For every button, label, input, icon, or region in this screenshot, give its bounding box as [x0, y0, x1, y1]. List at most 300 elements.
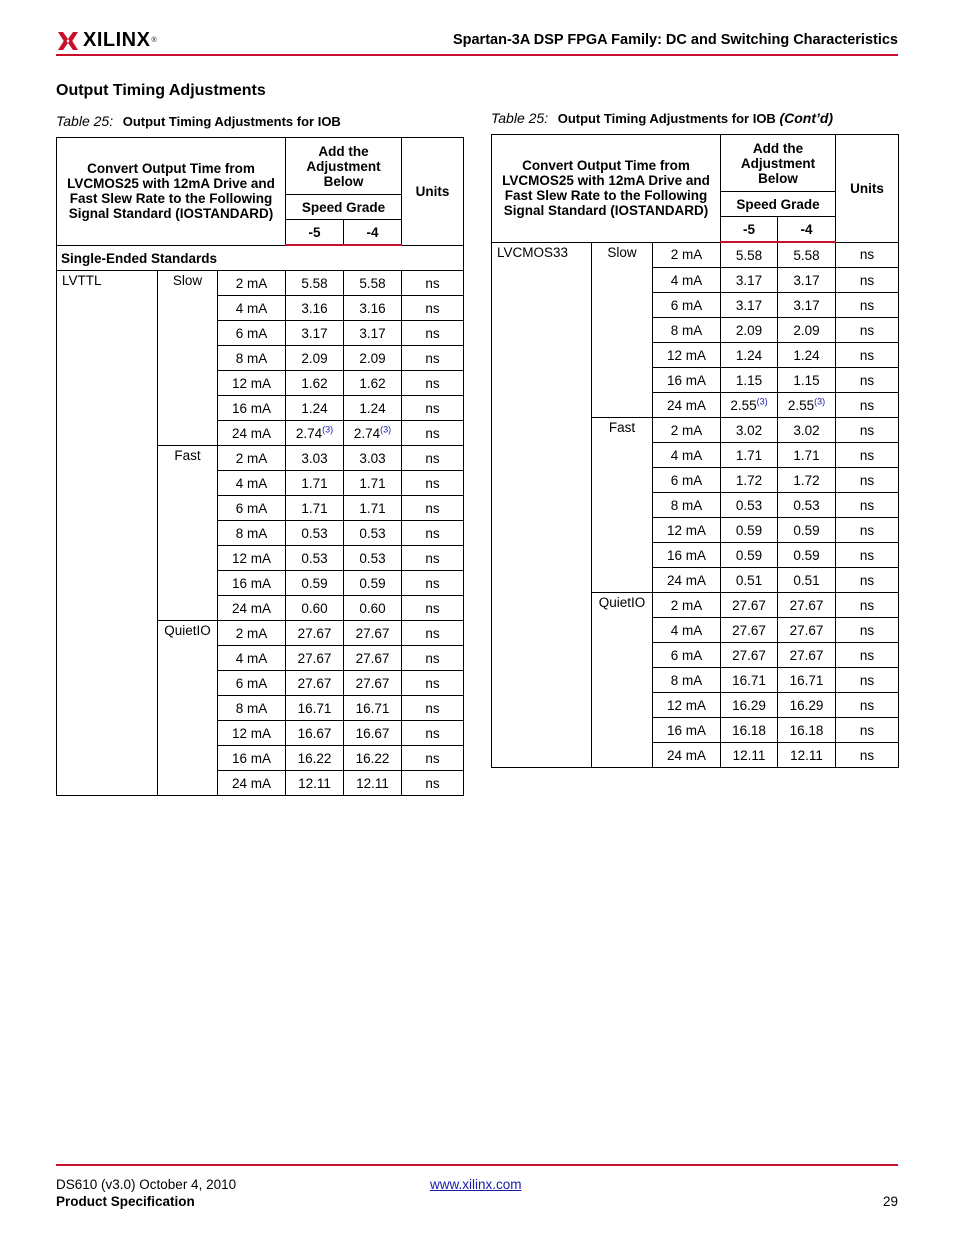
- grade-4-value: [344, 721, 402, 746]
- grade-4-value: [344, 596, 402, 621]
- unit-value-text: ns: [859, 597, 875, 613]
- unit-value-text: ns: [859, 722, 875, 738]
- unit-value-text: ns: [425, 450, 440, 466]
- drive-strength: [218, 321, 286, 346]
- grade-4-value: [344, 671, 402, 696]
- grade-5-value: [721, 242, 778, 268]
- grade-4-value: [344, 421, 402, 446]
- grade-4-value: [778, 568, 836, 593]
- table-caption-title: Output Timing Adjustments for IOB: [122, 114, 341, 129]
- drive-strength: [218, 696, 286, 721]
- grade-5-value: [721, 468, 778, 493]
- grade-4-value: [344, 446, 402, 471]
- unit-value: [402, 596, 464, 621]
- unit-value: [402, 496, 464, 521]
- grade-4-value: [344, 546, 402, 571]
- grade-4-value-text: 16.71: [355, 700, 390, 716]
- drive-strength: [653, 543, 721, 568]
- drive-strength: [653, 268, 721, 293]
- grade-5-value-text: 0.53: [301, 525, 328, 541]
- grade-4-value: [778, 543, 836, 568]
- grade-5-value-text: 3.17: [301, 325, 328, 341]
- unit-value-text: ns: [425, 425, 440, 441]
- grade-4-value: [778, 343, 836, 368]
- drive-strength-text: 24 mA: [231, 775, 272, 791]
- header-adjustment: Add the Adjustment Below: [286, 138, 402, 195]
- drive-strength-text: 2 mA: [235, 625, 268, 641]
- grade-5-value: [286, 721, 344, 746]
- grade-4-value-text: 0.53: [359, 525, 386, 541]
- unit-value-text: ns: [425, 650, 440, 666]
- grade-4-value: [344, 746, 402, 771]
- drive-strength-text: 4 mA: [235, 300, 268, 316]
- table-caption-left: [56, 113, 341, 129]
- unit-value: [836, 393, 899, 418]
- unit-value: [836, 518, 899, 543]
- drive-strength-text: 4 mA: [235, 650, 268, 666]
- grade-4-value: [344, 696, 402, 721]
- unit-value-text: ns: [859, 322, 875, 338]
- grade-5-value-text: 27.67: [297, 650, 332, 666]
- grade-4-value-text: 5.58: [793, 247, 820, 263]
- footnote-reference[interactable]: (3): [814, 396, 826, 406]
- drive-strength: [218, 296, 286, 321]
- drive-strength: [653, 318, 721, 343]
- grade-4-value: [344, 771, 402, 796]
- grade-5-value: [721, 518, 778, 543]
- drive-strength: [653, 693, 721, 718]
- drive-strength-text: 2 mA: [235, 275, 268, 291]
- grade-4-value: [778, 318, 836, 343]
- unit-value: [836, 468, 899, 493]
- drive-strength-text: 8 mA: [235, 350, 268, 366]
- unit-value: [402, 421, 464, 446]
- unit-value: [402, 321, 464, 346]
- drive-strength: [218, 471, 286, 496]
- unit-value: [836, 568, 899, 593]
- drive-strength-text: 6 mA: [670, 472, 703, 488]
- grade-5-value-text: 1.72: [735, 472, 763, 488]
- unit-value: [836, 593, 899, 618]
- drive-strength: [653, 593, 721, 618]
- drive-strength-text: 6 mA: [670, 647, 703, 663]
- grade-5-value-text: 0.53: [301, 550, 328, 566]
- grade-4-value-text: 1.15: [793, 372, 820, 388]
- grade-4-value-text: 0.60: [359, 600, 386, 616]
- unit-value-text: ns: [425, 625, 440, 641]
- grade-4-value: [344, 571, 402, 596]
- unit-value: [836, 443, 899, 468]
- unit-value-text: ns: [425, 275, 440, 291]
- unit-value: [836, 618, 899, 643]
- xilinx-logo-icon: [57, 30, 79, 52]
- unit-value-text: ns: [859, 622, 875, 638]
- grade-5-value-text: 27.67: [297, 625, 332, 641]
- grade-4-value-text: 27.67: [789, 597, 824, 613]
- standard-name: LVTTL: [57, 271, 158, 796]
- drive-strength-text: 4 mA: [670, 272, 703, 288]
- grade-5-value-text: 1.71: [301, 475, 328, 491]
- grade-5-value-text: 27.67: [732, 597, 766, 613]
- drive-strength-text: 24 mA: [231, 600, 272, 616]
- drive-strength: [653, 343, 721, 368]
- grade-4-value-text: 2.09: [793, 322, 820, 338]
- section-title: Output Timing Adjustments: [56, 82, 266, 99]
- drive-strength-text: 12 mA: [231, 550, 272, 566]
- grade-4-value-text: 3.02: [793, 422, 820, 438]
- unit-value-text: ns: [425, 325, 440, 341]
- unit-value-text: ns: [425, 700, 440, 716]
- grade-4-value-text: 1.24: [793, 347, 820, 363]
- unit-value-text: ns: [859, 272, 875, 288]
- grade-4-value-text: 1.71: [359, 500, 386, 516]
- grade-4-value-text: 12.11: [790, 747, 823, 763]
- grade-4-value: [778, 293, 836, 318]
- header-grade-4: -4: [344, 220, 402, 246]
- table-row: [57, 271, 464, 296]
- grade-5-value-text: 27.67: [732, 622, 766, 638]
- drive-strength: [218, 496, 286, 521]
- grade-4-value-text: 3.17: [359, 325, 386, 341]
- grade-4-value: [344, 496, 402, 521]
- header-units: Units: [402, 138, 464, 246]
- slew-rate: QuietIO: [592, 593, 653, 768]
- grade-5-value: [721, 268, 778, 293]
- unit-value-text: ns: [859, 497, 875, 513]
- grade-5-value: [286, 771, 344, 796]
- grade-5-value-text: 3.02: [735, 422, 763, 438]
- unit-value: [836, 242, 899, 268]
- footer-divider: [56, 1164, 898, 1166]
- drive-strength-text: 8 mA: [670, 672, 703, 688]
- drive-strength-text: 12 mA: [231, 725, 272, 741]
- unit-value: [402, 546, 464, 571]
- grade-4-value: [778, 443, 836, 468]
- unit-value: [402, 746, 464, 771]
- drive-strength-text: 24 mA: [666, 397, 707, 413]
- grade-5-value: [286, 671, 344, 696]
- drive-strength-text: 12 mA: [231, 375, 272, 391]
- unit-value-text: ns: [859, 522, 875, 538]
- grade-5-value: [286, 496, 344, 521]
- grade-4-value: [778, 268, 836, 293]
- drive-strength: [653, 368, 721, 393]
- grade-5-value-text: 12.11: [298, 775, 331, 791]
- drive-strength: [653, 718, 721, 743]
- grade-4-value: [778, 393, 836, 418]
- unit-value-text: ns: [859, 672, 875, 688]
- drive-strength: [218, 371, 286, 396]
- unit-value-text: ns: [425, 575, 440, 591]
- grade-5-value: [721, 343, 778, 368]
- grade-4-value: [344, 646, 402, 671]
- unit-value: [402, 371, 464, 396]
- grade-5-value: [286, 471, 344, 496]
- grade-4-value: [778, 593, 836, 618]
- grade-5-value: [286, 696, 344, 721]
- grade-4-value-text: 3.16: [359, 300, 386, 316]
- unit-value-text: ns: [425, 725, 440, 741]
- drive-strength: [653, 643, 721, 668]
- drive-strength-text: 12 mA: [666, 522, 707, 538]
- unit-value: [402, 696, 464, 721]
- grade-5-value-text: 1.15: [735, 372, 763, 388]
- grade-5-value-text: 0.51: [735, 572, 763, 588]
- grade-5-value: [286, 746, 344, 771]
- grade-4-value: [344, 621, 402, 646]
- grade-5-value: [286, 396, 344, 421]
- grade-4-value-text: 5.58: [359, 275, 386, 291]
- drive-strength: [218, 396, 286, 421]
- drive-strength-text: 16 mA: [666, 722, 707, 738]
- drive-strength-text: 6 mA: [235, 500, 268, 516]
- header-grade-5: -5: [721, 217, 778, 243]
- grade-4-value: [344, 296, 402, 321]
- footnote-reference[interactable]: (3): [380, 424, 392, 434]
- footer-document-id: DS610 (v3.0) October 4, 2010: [56, 1177, 237, 1192]
- grade-5-value: [286, 371, 344, 396]
- unit-value: [836, 693, 899, 718]
- unit-value-text: ns: [425, 500, 440, 516]
- slew-rate: Slow: [158, 271, 218, 446]
- grade-5-value-text: 27.67: [297, 675, 332, 691]
- grade-5-value-text: 16.71: [732, 672, 766, 688]
- unit-value-text: ns: [425, 375, 440, 391]
- drive-strength: [218, 721, 286, 746]
- grade-4-value-text: 16.29: [789, 697, 824, 713]
- unit-value: [836, 718, 899, 743]
- unit-value-text: ns: [859, 697, 875, 713]
- grade-4-value-text: 27.67: [355, 625, 390, 641]
- grade-5-value-text: 5.58: [735, 247, 763, 263]
- footer-website-link[interactable]: www.xilinx.com: [430, 1177, 522, 1192]
- drive-strength: [653, 518, 721, 543]
- grade-4-value: [778, 743, 836, 768]
- grade-5-value: [286, 521, 344, 546]
- grade-5-value: [721, 493, 778, 518]
- unit-value-text: ns: [425, 675, 440, 691]
- unit-value: [402, 271, 464, 296]
- unit-value-text: ns: [425, 550, 440, 566]
- header-adjustment: Add the Adjustment Below: [721, 135, 836, 192]
- grade-5-value-text: 12.11: [732, 747, 766, 763]
- grade-4-value-text: 16.71: [789, 672, 824, 688]
- grade-5-value-text: 1.24: [735, 347, 763, 363]
- header-grade-4: -4: [778, 217, 836, 243]
- grade-4-value-text: 1.72: [793, 472, 820, 488]
- grade-5-value: [286, 346, 344, 371]
- grade-5-value-text: 1.62: [301, 375, 328, 391]
- drive-strength: [653, 393, 721, 418]
- grade-5-value: [286, 321, 344, 346]
- grade-4-value: [344, 346, 402, 371]
- grade-5-value-text: 1.24: [301, 400, 328, 416]
- grade-4-value: [778, 418, 836, 443]
- brand-name: XILINX: [83, 29, 151, 51]
- unit-value: [402, 471, 464, 496]
- drive-strength: [653, 668, 721, 693]
- grade-5-value: [721, 443, 778, 468]
- drive-strength: [218, 521, 286, 546]
- grade-4-value-text: 0.59: [359, 575, 386, 591]
- drive-strength-text: 4 mA: [670, 622, 703, 638]
- output-timing-table-continued: [491, 134, 899, 768]
- drive-strength: [218, 271, 286, 296]
- footnote-reference[interactable]: (3): [756, 396, 768, 406]
- drive-strength-text: 6 mA: [235, 675, 268, 691]
- grade-5-value: [286, 621, 344, 646]
- drive-strength: [653, 293, 721, 318]
- grade-4-value-text: 3.17: [793, 272, 820, 288]
- grade-4-value-text: 27.67: [355, 675, 390, 691]
- unit-value-text: ns: [859, 747, 875, 763]
- grade-5-value-text: 1.71: [301, 500, 328, 516]
- unit-value: [836, 643, 899, 668]
- unit-value: [836, 343, 899, 368]
- unit-value: [836, 743, 899, 768]
- unit-value: [402, 771, 464, 796]
- drive-strength-text: 12 mA: [666, 697, 707, 713]
- unit-value: [836, 418, 899, 443]
- grade-4-value: [778, 643, 836, 668]
- grade-4-value-text: 27.67: [789, 647, 824, 663]
- grade-5-value-text: 3.17: [735, 272, 763, 288]
- grade-5-value: [286, 546, 344, 571]
- slew-rate: Slow: [592, 242, 653, 418]
- grade-4-value-text: 2.74: [353, 425, 381, 441]
- unit-value: [402, 446, 464, 471]
- drive-strength-text: 24 mA: [666, 572, 707, 588]
- table-caption-label: Table 25:: [491, 110, 549, 126]
- unit-value-text: ns: [425, 400, 440, 416]
- grade-4-value: [778, 668, 836, 693]
- drive-strength-text: 6 mA: [670, 297, 703, 313]
- unit-value-text: ns: [859, 647, 875, 663]
- drive-strength-text: 16 mA: [231, 400, 272, 416]
- standard-name: LVCMOS33: [492, 242, 592, 768]
- drive-strength-text: 4 mA: [235, 475, 268, 491]
- slew-rate: Fast: [592, 418, 653, 593]
- drive-strength: [218, 446, 286, 471]
- unit-value-text: ns: [859, 572, 875, 588]
- drive-strength: [218, 596, 286, 621]
- drive-strength-text: 6 mA: [235, 325, 268, 341]
- brand-trademark: ®: [151, 37, 157, 44]
- grade-4-value-text: 16.67: [355, 725, 390, 741]
- footnote-reference[interactable]: (3): [322, 424, 334, 434]
- grade-5-value: [721, 668, 778, 693]
- grade-5-value-text: 0.60: [301, 600, 328, 616]
- grade-5-value: [721, 618, 778, 643]
- grade-4-value: [778, 618, 836, 643]
- drive-strength-text: 8 mA: [670, 322, 703, 338]
- table-row: [492, 242, 899, 268]
- unit-value-text: ns: [425, 750, 440, 766]
- drive-strength-text: 16 mA: [231, 575, 272, 591]
- grade-5-value-text: 0.59: [735, 522, 763, 538]
- grade-4-value: [778, 718, 836, 743]
- drive-strength: [653, 493, 721, 518]
- grade-5-value: [286, 571, 344, 596]
- drive-strength-text: 12 mA: [666, 347, 707, 363]
- drive-strength-text: 16 mA: [666, 547, 707, 563]
- footer-spec-label: Product Specification: [56, 1194, 195, 1209]
- grade-4-value-text: 2.09: [359, 350, 386, 366]
- header-convert: Convert Output Time from LVCMOS25 with 12mA Drive and Fast Slew Rate to the Following Signal Standard (IOSTANDARD): [57, 138, 286, 246]
- grade-4-value: [344, 321, 402, 346]
- unit-value-text: ns: [425, 600, 440, 616]
- drive-strength: [218, 621, 286, 646]
- page-header-title: Spartan-3A DSP FPGA Family: DC and Switching Characteristics: [452, 32, 898, 48]
- grade-5-value-text: 5.58: [301, 275, 328, 291]
- grade-5-value-text: 2.09: [735, 322, 763, 338]
- unit-value: [836, 368, 899, 393]
- grade-4-value: [344, 521, 402, 546]
- unit-value-text: ns: [859, 297, 875, 313]
- grade-4-value-text: 0.51: [793, 572, 820, 588]
- unit-value-text: ns: [425, 775, 440, 791]
- header-speed-grade: Speed Grade: [721, 192, 836, 217]
- grade-5-value-text: 2.74: [295, 425, 323, 441]
- group-label: Single-Ended Standards: [57, 245, 464, 271]
- drive-strength: [218, 546, 286, 571]
- drive-strength: [653, 418, 721, 443]
- grade-5-value: [721, 393, 778, 418]
- grade-4-value: [778, 518, 836, 543]
- unit-value-text: ns: [859, 372, 875, 388]
- grade-5-value: [721, 743, 778, 768]
- grade-4-value: [344, 371, 402, 396]
- grade-4-value-text: 2.55: [787, 397, 815, 413]
- drive-strength-text: 8 mA: [235, 525, 268, 541]
- slew-rate: Fast: [158, 446, 218, 621]
- slew-rate: QuietIO: [158, 621, 218, 796]
- grade-4-value: [778, 242, 836, 268]
- drive-strength: [218, 346, 286, 371]
- unit-value: [836, 668, 899, 693]
- unit-value: [402, 721, 464, 746]
- grade-4-value-text: 12.11: [356, 775, 389, 791]
- grade-5-value-text: 0.59: [735, 547, 763, 563]
- grade-5-value-text: 1.71: [735, 447, 763, 463]
- drive-strength-text: 24 mA: [231, 425, 272, 441]
- grade-5-value: [721, 643, 778, 668]
- grade-5-value-text: 16.22: [297, 750, 332, 766]
- grade-5-value: [721, 718, 778, 743]
- unit-value: [836, 543, 899, 568]
- grade-5-value-text: 16.29: [732, 697, 766, 713]
- drive-strength: [653, 242, 721, 268]
- grade-4-value: [344, 396, 402, 421]
- unit-value: [402, 646, 464, 671]
- unit-value-text: ns: [859, 422, 875, 438]
- grade-4-value: [778, 468, 836, 493]
- grade-5-value: [286, 596, 344, 621]
- grade-4-value: [344, 271, 402, 296]
- drive-strength-text: 2 mA: [670, 422, 703, 438]
- grade-4-value-text: 0.59: [793, 522, 820, 538]
- unit-value: [402, 346, 464, 371]
- table-caption-continued: (Cont’d): [779, 110, 834, 126]
- drive-strength: [218, 421, 286, 446]
- drive-strength: [653, 743, 721, 768]
- grade-5-value: [721, 593, 778, 618]
- unit-value-text: ns: [859, 472, 875, 488]
- unit-value: [402, 521, 464, 546]
- drive-strength: [653, 443, 721, 468]
- grade-4-value-text: 0.53: [359, 550, 386, 566]
- unit-value-text: ns: [859, 247, 875, 263]
